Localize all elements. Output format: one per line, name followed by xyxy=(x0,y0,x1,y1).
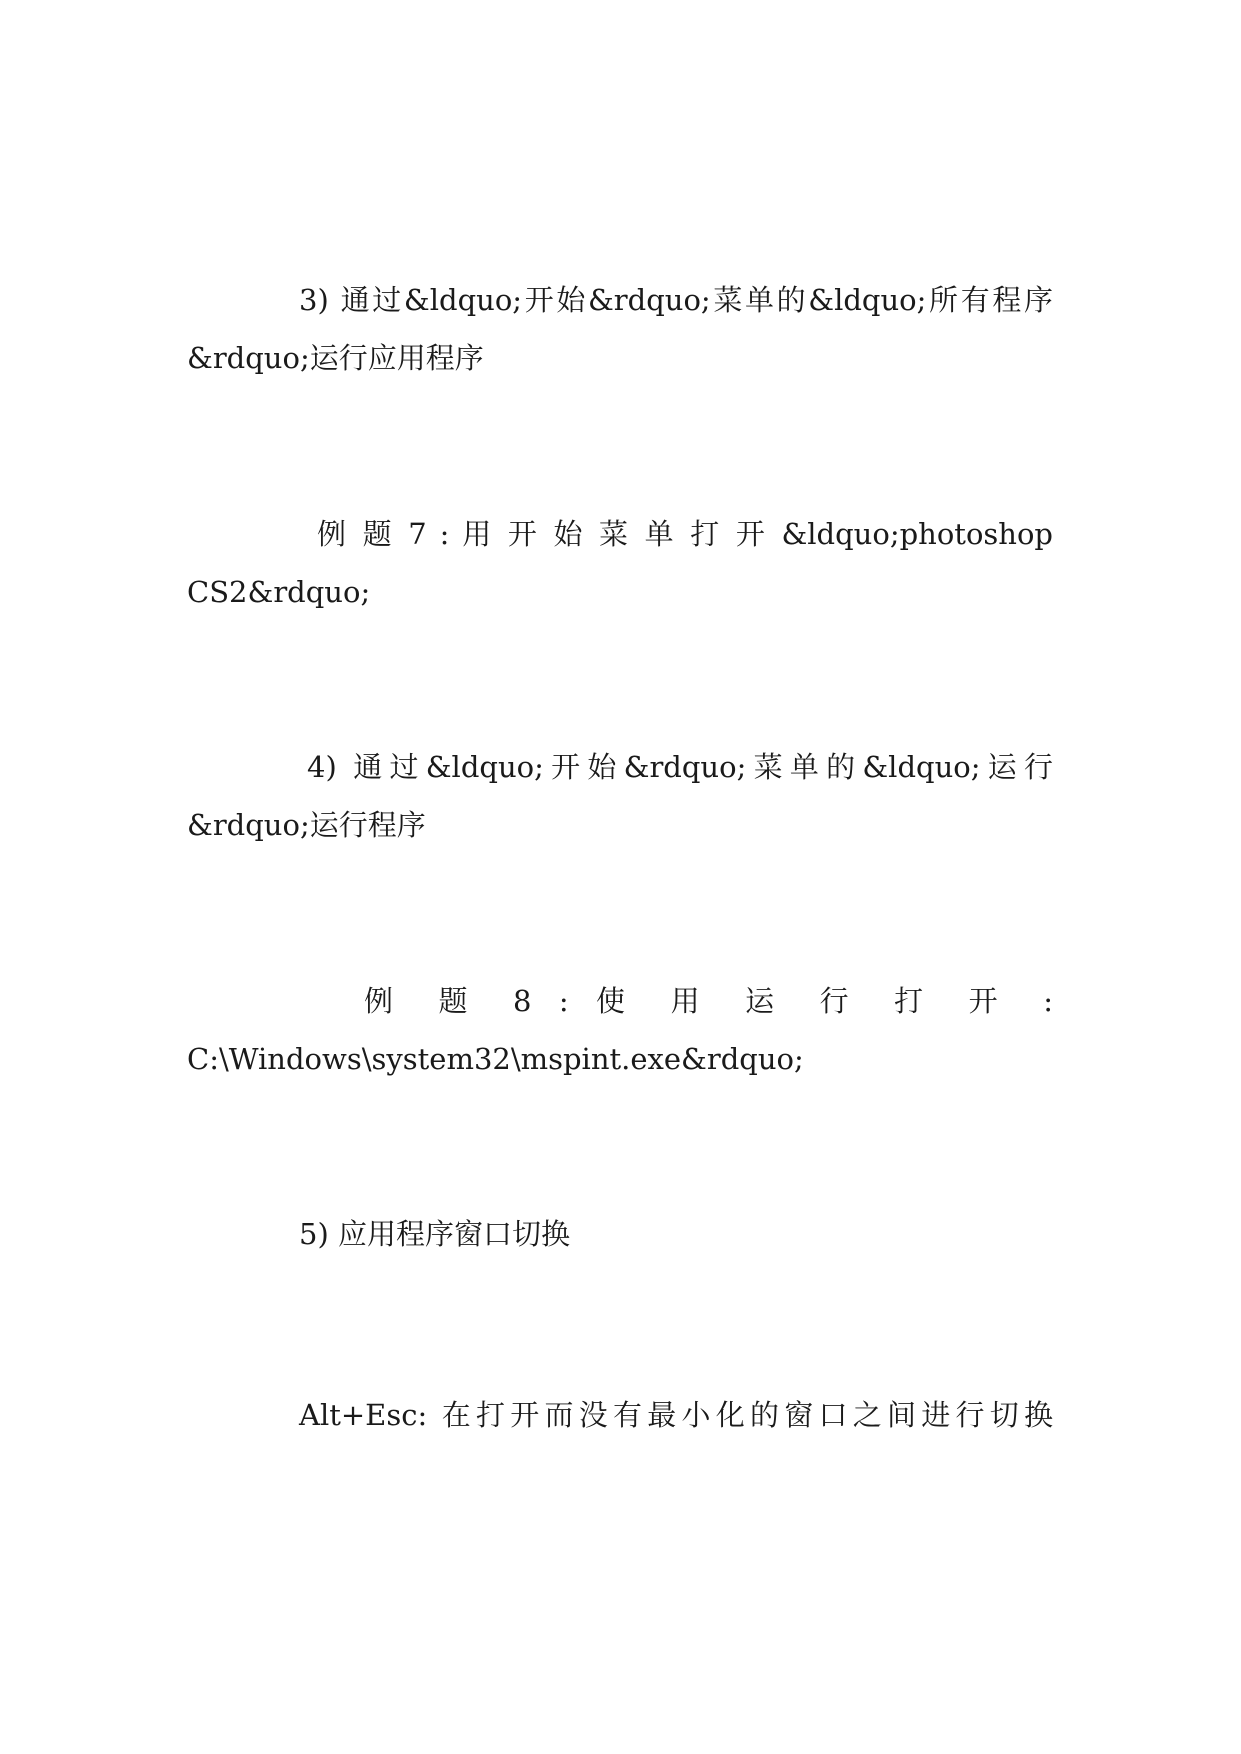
paragraph-run-all-programs xyxy=(187,271,1053,387)
paragraph-line: 例 题 7 : 用 开 始 菜 单 打 开 &ldquo;photoshop xyxy=(317,517,1053,551)
paragraph-alt-esc xyxy=(187,1386,1053,1444)
paragraph-window-switching xyxy=(187,1205,1053,1263)
paragraph-example-8 xyxy=(187,972,1053,1088)
paragraph-line: 3) 通过&ldquo;开始&rdquo;菜单的&ldquo;所有程序 xyxy=(299,283,1053,317)
paragraph-line: &rdquo;运行程序 xyxy=(187,808,426,842)
paragraph-run-dialog xyxy=(187,738,1053,854)
paragraph-example-7 xyxy=(187,505,1053,621)
paragraph-line: CS2&rdquo; xyxy=(187,575,371,609)
paragraph-line: Alt+Esc: 在打开而没有最小化的窗口之间进行切换 xyxy=(299,1398,1053,1432)
paragraph-line: 4) 通过&ldquo;开始&rdquo;菜单的&ldquo;运行 xyxy=(307,750,1053,784)
paragraph-line: 5) 应用程序窗口切换 xyxy=(299,1217,570,1251)
paragraph-line: &rdquo;运行应用程序 xyxy=(187,341,484,375)
paragraph-line: C:\Windows\system32\mspint.exe&rdquo; xyxy=(187,1042,804,1076)
paragraph-line: 例 题 8 : 使 用 运 行 打 开 : xyxy=(364,984,1053,1018)
